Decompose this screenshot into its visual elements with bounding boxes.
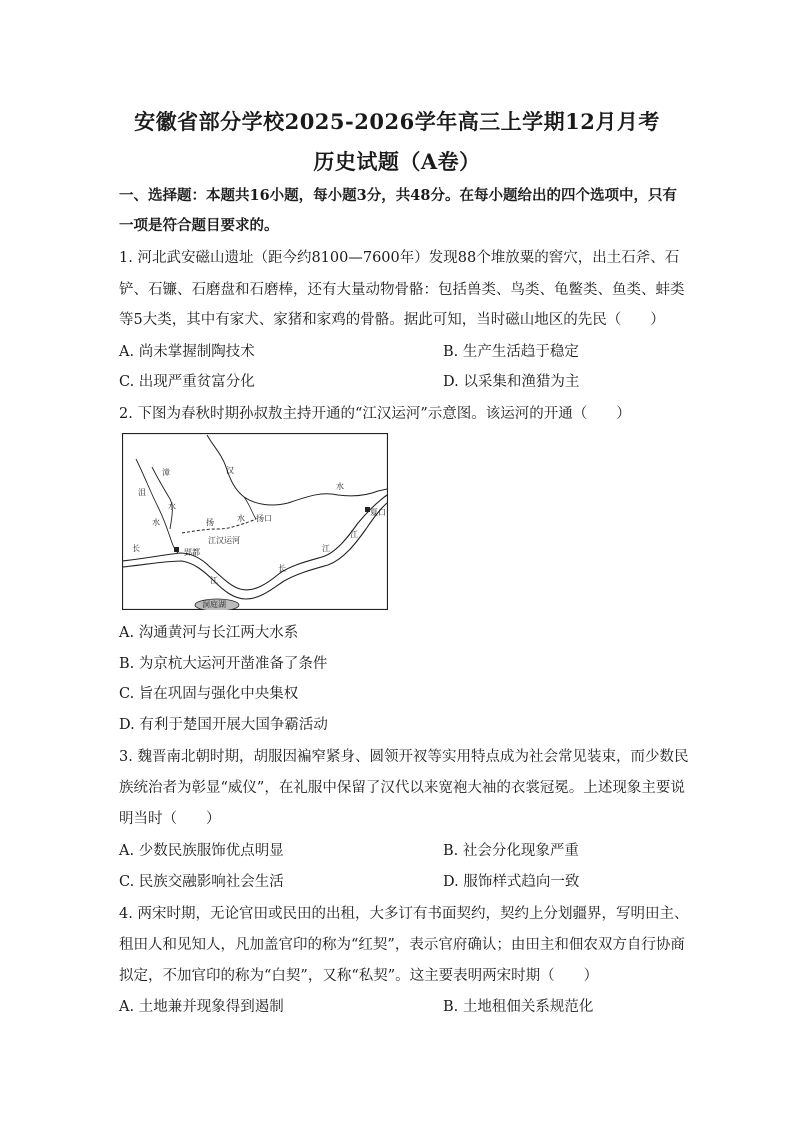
map-label-dongting-lake: 洞庭湖 [202,600,226,609]
map-label-shui-yang: 水 [237,514,245,523]
q3-stem-line1: 3. 魏晋南北朝时期，胡服因褊窄紧身、圆领开衩等实用特点成为社会常见装束，而少数民 [119,749,689,765]
map-label-han: 汉 [226,466,234,475]
q1-stem-line1: 1. 河北武安磁山遗址（距今约8100—7600年）发现88个堆放粟的窖穴，出土石斧、石 [119,250,680,266]
map-label-jiang-middle: 江 [322,544,330,553]
q1-stem-line3: 等5大类，其中有家犬、家猪和家鸡的骨骼。据此可知，当时磁山地区的先民（ ） [119,312,665,328]
q3-option-d: D. 服饰样式趋向一致 [443,874,580,890]
q1-option-b: B. 生产生活趋于稳定 [443,344,579,360]
section-instruction-line2: 一项是符合题目要求的。 [119,217,279,234]
map-label-shui-ju: 水 [152,518,160,527]
q1-option-c: C. 出现严重贫富分化 [119,374,255,390]
q2-option-c: C. 旨在巩固与强化中央集权 [119,686,299,702]
map-label-jianghan-canal: 江汉运河 [208,536,240,545]
q3-option-b: B. 社会分化现象严重 [443,843,579,859]
map-label-yingdu: 郢都 [184,548,200,557]
map-label-yangkou: 扬口 [256,514,272,523]
map-label-jiang-south: 江 [210,576,218,585]
q2-option-a: A. 沟通黄河与长江两大水系 [119,625,299,641]
q4-stem-line3: 拟定，不加官印的称为“白契”，又称“私契”。这主要表明两宋时期（ ） [119,968,599,984]
map-label-shui-zhang: 水 [168,502,176,511]
q3-stem-line3: 明当时（ ） [119,811,221,827]
q4-option-a: A. 土地兼并现象得到遏制 [119,999,284,1015]
map-label-chang-south: 长 [278,564,286,573]
q3-stem-line2: 族统治者为彰显“威仪”，在礼服中保留了汉代以来宽袍大袖的衣裳冠冕。上述现象主要说 [119,780,685,796]
q2-stem: 2. 下图为春秋时期孙叔敖主持开通的“江汉运河”示意图。该运河的开通（ ） [119,406,631,422]
q1-stem-line2: 铲、石镰、石磨盘和石磨棒，还有大量动物骨骼：包括兽类、鸟类、龟鳖类、鱼类、蚌类 [119,282,685,298]
section-instruction-line1: 一、选择题：本题共16小题，每小题3分，共48分。在每小题给出的四个选项中，只有 [119,187,677,204]
q2-option-b: B. 为京杭大运河开凿准备了条件 [119,656,328,672]
map-label-zhang: 漳 [162,468,170,477]
map-label-yang: 扬 [206,518,214,527]
q4-stem-line1: 4. 两宋时期，无论官田或民田的出租，大多订有书面契约，契约上分划疆界，写明田主、 [119,906,689,922]
q1-option-d: D. 以采集和渔猎为主 [443,374,580,390]
q3-option-a: A. 少数民族服饰优点明显 [119,843,284,859]
map-label-chang-west: 长 [132,544,140,553]
q4-stem-line2: 租田人和见知人，凡加盖官印的称为“红契”，表示官府确认；由田主和佃农双方自行协商 [119,937,685,953]
exam-title: 安徽省部分学校2025-2026学年高三上学期12月月考 [134,109,660,134]
map-label-xiakou: 夏口 [370,508,386,517]
jianghan-canal-map [122,433,388,610]
q3-option-c: C. 民族交融影响社会生活 [119,874,284,890]
map-label-jiang-east: 江 [350,530,358,539]
map-label-shui-han: 水 [336,482,344,491]
q4-option-b: B. 土地租佃关系规范化 [443,999,594,1015]
exam-subtitle: 历史试题（A卷） [313,149,481,174]
q2-option-d: D. 有利于楚国开展大国争霸活动 [119,717,328,733]
map-label-ju: 沮 [138,488,146,497]
q1-option-a: A. 尚未掌握制陶技术 [119,344,255,360]
